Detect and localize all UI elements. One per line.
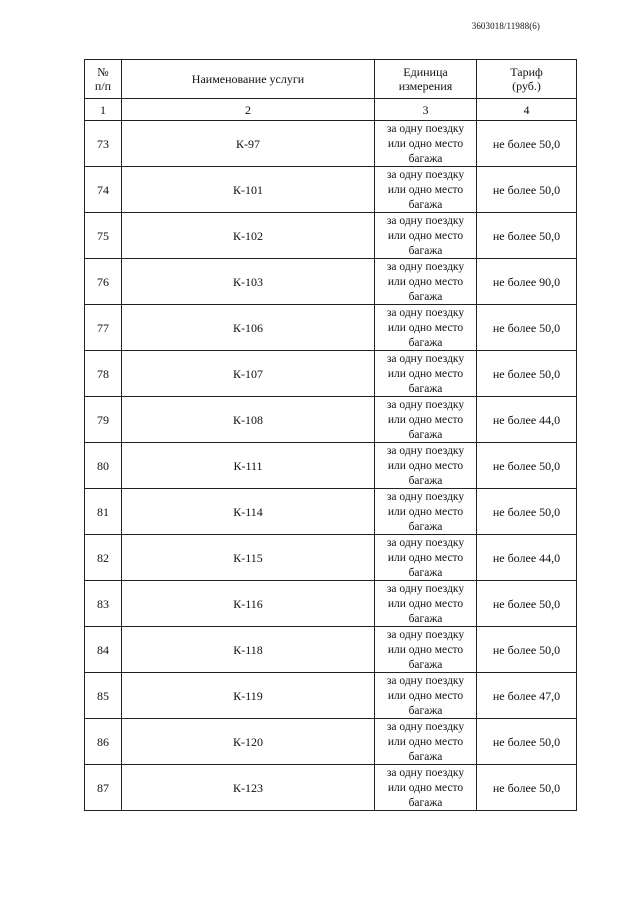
tariff-cell: не более 47,0 bbox=[477, 673, 577, 719]
row-number-cell: 83 bbox=[85, 581, 122, 627]
row-number-cell: 84 bbox=[85, 627, 122, 673]
row-number-cell: 78 bbox=[85, 351, 122, 397]
row-number-cell: 77 bbox=[85, 305, 122, 351]
table-row bbox=[85, 535, 577, 581]
unit-cell: за одну поездку или одно место багажа bbox=[375, 581, 477, 627]
tariff-cell: не более 50,0 bbox=[477, 121, 577, 167]
unit-cell: за одну поездку или одно место багажа bbox=[375, 213, 477, 259]
service-name-cell: К-123 bbox=[122, 765, 375, 811]
row-number-cell: 75 bbox=[85, 213, 122, 259]
header-row bbox=[85, 60, 577, 99]
header-tariff: Тариф (руб.) bbox=[477, 60, 577, 99]
table-row bbox=[85, 489, 577, 535]
row-number-cell: 80 bbox=[85, 443, 122, 489]
table-row bbox=[85, 719, 577, 765]
unit-cell: за одну поездку или одно место багажа bbox=[375, 443, 477, 489]
service-name-cell: К-114 bbox=[122, 489, 375, 535]
tariff-cell: не более 50,0 bbox=[477, 719, 577, 765]
unit-cell: за одну поездку или одно место багажа bbox=[375, 719, 477, 765]
header-unit: Единица измерения bbox=[375, 60, 477, 99]
row-number-cell: 86 bbox=[85, 719, 122, 765]
row-number-cell: 87 bbox=[85, 765, 122, 811]
table-row bbox=[85, 213, 577, 259]
tariff-cell: не более 50,0 bbox=[477, 581, 577, 627]
unit-cell: за одну поездку или одно место багажа bbox=[375, 627, 477, 673]
row-number-cell: 85 bbox=[85, 673, 122, 719]
tariff-cell: не более 90,0 bbox=[477, 259, 577, 305]
row-number-cell: 81 bbox=[85, 489, 122, 535]
document-code: 3603018/11988(6) bbox=[471, 21, 540, 31]
service-name-cell: К-108 bbox=[122, 397, 375, 443]
tariff-cell: не более 50,0 bbox=[477, 351, 577, 397]
unit-cell: за одну поездку или одно место багажа bbox=[375, 489, 477, 535]
unit-cell: за одну поездку или одно место багажа bbox=[375, 167, 477, 213]
table-row bbox=[85, 167, 577, 213]
service-name-cell: К-118 bbox=[122, 627, 375, 673]
tariff-cell: не более 44,0 bbox=[477, 535, 577, 581]
table-row bbox=[85, 351, 577, 397]
service-name-cell: К-101 bbox=[122, 167, 375, 213]
table-row bbox=[85, 305, 577, 351]
row-number-cell: 82 bbox=[85, 535, 122, 581]
service-name-cell: К-107 bbox=[122, 351, 375, 397]
tariff-cell: не более 50,0 bbox=[477, 167, 577, 213]
tariff-cell: не более 50,0 bbox=[477, 627, 577, 673]
tariff-cell: не более 50,0 bbox=[477, 765, 577, 811]
unit-cell: за одну поездку или одно место багажа bbox=[375, 305, 477, 351]
service-name-cell: К-106 bbox=[122, 305, 375, 351]
unit-cell: за одну поездку или одно место багажа bbox=[375, 121, 477, 167]
header-num: № п/п bbox=[85, 60, 122, 99]
table-row bbox=[85, 443, 577, 489]
table-row bbox=[85, 673, 577, 719]
service-name-cell: К-120 bbox=[122, 719, 375, 765]
table-row bbox=[85, 397, 577, 443]
column-number-row bbox=[85, 99, 577, 121]
table-row bbox=[85, 259, 577, 305]
table-row bbox=[85, 627, 577, 673]
service-name-cell: К-119 bbox=[122, 673, 375, 719]
service-name-cell: К-103 bbox=[122, 259, 375, 305]
unit-cell: за одну поездку или одно место багажа bbox=[375, 259, 477, 305]
header-service-name: Наименование услуги bbox=[122, 60, 375, 99]
tariff-cell: не более 44,0 bbox=[477, 397, 577, 443]
service-name-cell: К-115 bbox=[122, 535, 375, 581]
row-number-cell: 73 bbox=[85, 121, 122, 167]
tariff-table bbox=[84, 59, 577, 811]
tariff-cell: не более 50,0 bbox=[477, 305, 577, 351]
column-number: 4 bbox=[477, 99, 577, 121]
column-number: 2 bbox=[122, 99, 375, 121]
tariff-cell: не более 50,0 bbox=[477, 489, 577, 535]
unit-cell: за одну поездку или одно место багажа bbox=[375, 351, 477, 397]
table-row bbox=[85, 765, 577, 811]
table-row bbox=[85, 581, 577, 627]
row-number-cell: 74 bbox=[85, 167, 122, 213]
row-number-cell: 76 bbox=[85, 259, 122, 305]
row-number-cell: 79 bbox=[85, 397, 122, 443]
unit-cell: за одну поездку или одно место багажа bbox=[375, 535, 477, 581]
table-row bbox=[85, 121, 577, 167]
column-number: 3 bbox=[375, 99, 477, 121]
column-number: 1 bbox=[85, 99, 122, 121]
unit-cell: за одну поездку или одно место багажа bbox=[375, 397, 477, 443]
service-name-cell: К-97 bbox=[122, 121, 375, 167]
tariff-cell: не более 50,0 bbox=[477, 213, 577, 259]
unit-cell: за одну поездку или одно место багажа bbox=[375, 673, 477, 719]
service-name-cell: К-116 bbox=[122, 581, 375, 627]
service-name-cell: К-111 bbox=[122, 443, 375, 489]
service-name-cell: К-102 bbox=[122, 213, 375, 259]
tariff-cell: не более 50,0 bbox=[477, 443, 577, 489]
unit-cell: за одну поездку или одно место багажа bbox=[375, 765, 477, 811]
